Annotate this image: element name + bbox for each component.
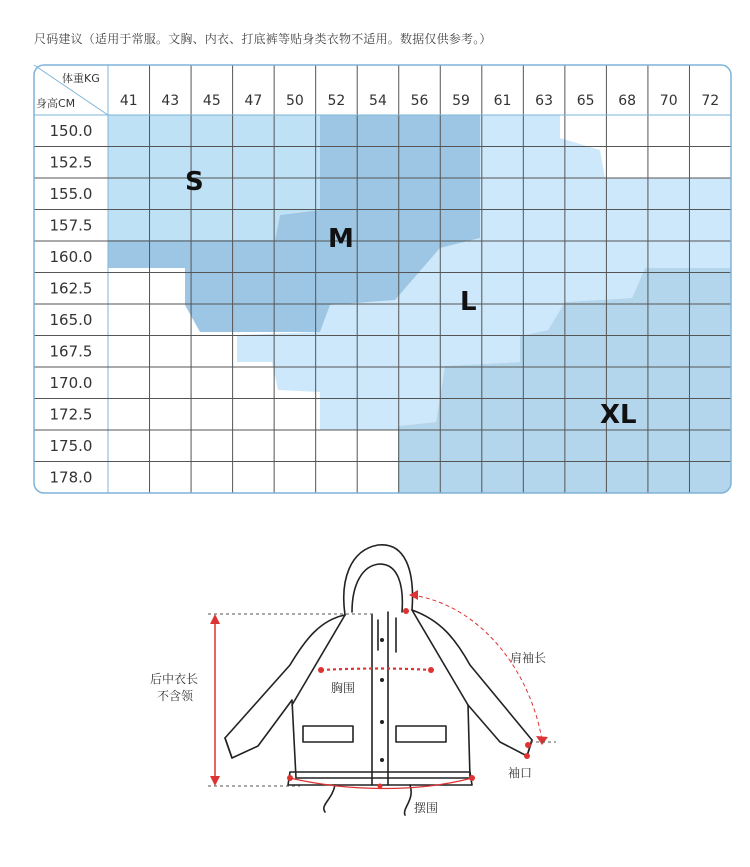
weight-label: 47 bbox=[244, 93, 263, 109]
jacket-buttons bbox=[380, 638, 384, 762]
height-label: 152.5 bbox=[49, 153, 93, 172]
hood-inner bbox=[352, 564, 402, 612]
zone-label-l: L bbox=[460, 287, 477, 317]
zone-label-m: M bbox=[328, 224, 354, 254]
weight-label: 65 bbox=[576, 93, 595, 109]
weight-label: 72 bbox=[701, 93, 720, 109]
weight-label: 43 bbox=[161, 93, 180, 109]
label-chest: 胸围 bbox=[331, 681, 356, 695]
height-label: 162.5 bbox=[49, 279, 93, 298]
height-label: 178.0 bbox=[49, 468, 93, 487]
corner-weight: 体重KG bbox=[62, 72, 100, 85]
height-label: 155.0 bbox=[49, 184, 93, 203]
pocket-left bbox=[303, 726, 353, 742]
weight-label: 45 bbox=[202, 93, 221, 109]
height-label: 165.0 bbox=[49, 310, 93, 329]
label-shoulder-sleeve: 肩袖长 bbox=[510, 651, 547, 665]
height-label: 157.5 bbox=[49, 216, 93, 235]
jacket-diagram bbox=[225, 545, 532, 815]
raglan-right bbox=[412, 610, 468, 705]
cuff-left bbox=[225, 738, 232, 758]
weight-label: 61 bbox=[493, 93, 512, 109]
weight-label: 70 bbox=[659, 93, 678, 109]
weight-header bbox=[120, 93, 719, 109]
weight-label: 63 bbox=[535, 93, 554, 109]
weight-label: 52 bbox=[327, 93, 346, 109]
height-label: 167.5 bbox=[49, 342, 93, 361]
arrow-up-icon bbox=[210, 614, 220, 624]
weight-label: 56 bbox=[410, 93, 429, 109]
height-label: 160.0 bbox=[49, 247, 93, 266]
drawstring-hem bbox=[324, 785, 411, 815]
height-label: 150.0 bbox=[49, 121, 93, 140]
height-label: 170.0 bbox=[49, 373, 93, 392]
arrow-down-icon bbox=[210, 776, 220, 786]
pocket-right bbox=[396, 726, 446, 742]
weight-label: 68 bbox=[618, 93, 637, 109]
label-hem: 摆围 bbox=[414, 801, 439, 815]
weight-label: 54 bbox=[369, 93, 387, 109]
height-label: 175.0 bbox=[49, 436, 93, 455]
height-label: 172.5 bbox=[49, 405, 93, 424]
chest-line bbox=[321, 669, 431, 671]
weight-label: 41 bbox=[119, 93, 138, 109]
arrow-left-icon bbox=[409, 590, 418, 600]
arrow-down-icon-2 bbox=[536, 736, 548, 745]
zone-label-s: S bbox=[185, 167, 204, 197]
label-cuff: 袖口 bbox=[508, 766, 533, 780]
size-note: 尺码建议（适用于常服。文胸、内衣、打底裤等贴身类衣物不适用。数据仅供参考。） bbox=[34, 32, 492, 46]
weight-label: 50 bbox=[285, 93, 304, 109]
label-back-length: 后中衣长 bbox=[150, 672, 199, 686]
corner-height: 身高CM bbox=[36, 97, 76, 110]
zone-label-xl: XL bbox=[600, 400, 637, 430]
weight-label: 59 bbox=[452, 93, 470, 109]
label-no-collar: 不含领 bbox=[157, 689, 194, 703]
drawstring-hood bbox=[378, 618, 396, 652]
